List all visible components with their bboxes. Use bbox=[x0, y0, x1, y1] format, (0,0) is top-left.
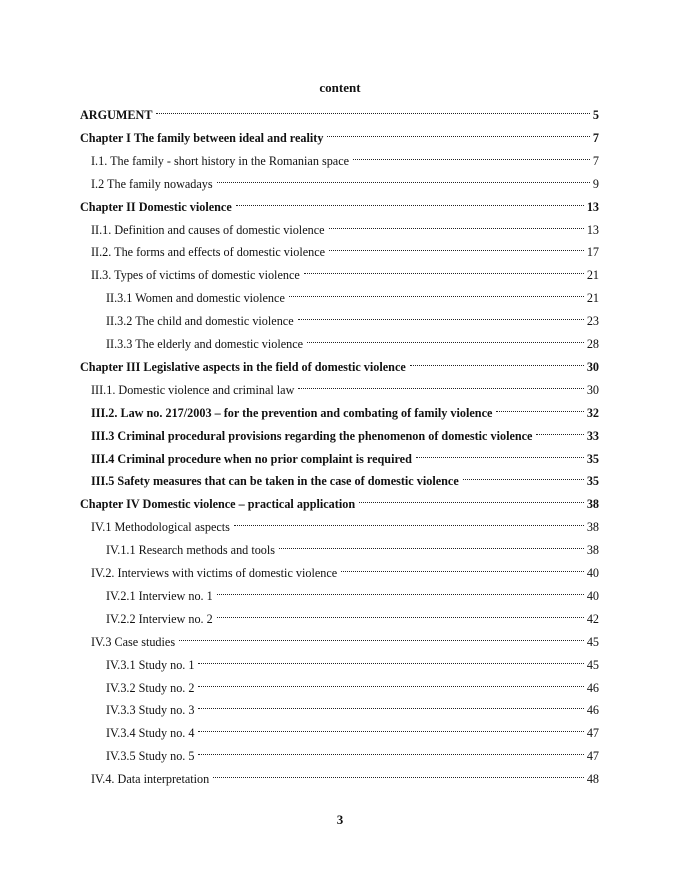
toc-entry bbox=[91, 168, 599, 191]
toc-entry-page: 38 bbox=[586, 543, 599, 558]
toc-entry bbox=[106, 305, 599, 329]
toc-entry-page: 46 bbox=[586, 703, 599, 718]
toc-dot-leader bbox=[341, 557, 584, 577]
toc-entry-page: 48 bbox=[586, 772, 599, 787]
toc-entry-page: 17 bbox=[586, 245, 599, 260]
toc-dot-leader bbox=[236, 191, 584, 211]
toc-entry-title: IV.3.4 Study no. 4 bbox=[106, 726, 195, 741]
toc-entry bbox=[91, 557, 599, 580]
toc-entry-title: II.3.2 The child and domestic violence bbox=[106, 314, 294, 329]
toc-entry bbox=[106, 740, 599, 764]
toc-entry-title: Chapter I The family between ideal and reality bbox=[80, 130, 324, 145]
toc-entry bbox=[91, 420, 599, 443]
toc-entry-title: I.1. The family - short history in the Romanian space bbox=[91, 153, 350, 168]
toc-entry-page: 30 bbox=[586, 359, 599, 374]
toc-dot-leader bbox=[298, 374, 583, 394]
toc-dot-leader bbox=[198, 717, 583, 737]
toc-entry-title: Chapter III Legislative aspects in the field of domestic violence bbox=[80, 359, 406, 374]
toc-entry bbox=[80, 122, 599, 145]
toc-entry-title: II.3.1 Women and domestic violence bbox=[106, 291, 285, 306]
toc-dot-leader bbox=[359, 488, 584, 508]
toc-entry-page: 23 bbox=[586, 314, 599, 329]
toc-entry-page: 21 bbox=[586, 291, 599, 306]
toc-entry-title: IV.3.3 Study no. 3 bbox=[106, 703, 195, 718]
toc-entry bbox=[106, 649, 599, 672]
toc-entry-title: IV.3 Case studies bbox=[91, 634, 176, 649]
toc-entry bbox=[106, 717, 599, 741]
toc-entry bbox=[106, 603, 599, 626]
toc-entry-title: IV.3.1 Study no. 1 bbox=[106, 657, 195, 672]
toc-dot-leader bbox=[198, 740, 583, 760]
toc-entry-page: 45 bbox=[586, 657, 599, 672]
toc-dot-leader bbox=[217, 168, 590, 188]
toc-entry-page: 30 bbox=[586, 382, 599, 397]
toc-entry bbox=[106, 534, 599, 558]
toc-entry-page: 21 bbox=[586, 268, 599, 283]
toc-entry-page: 32 bbox=[586, 405, 599, 420]
toc-entry-title: IV.1 Methodological aspects bbox=[91, 520, 230, 535]
toc-entry-title: ARGUMENT bbox=[80, 108, 153, 122]
toc-dot-leader bbox=[234, 511, 584, 531]
toc-entry-title: II.3.3 The elderly and domestic violence bbox=[106, 337, 304, 351]
toc-dot-leader bbox=[289, 282, 584, 302]
toc-entry-page: 47 bbox=[586, 726, 599, 741]
toc-entry-page: 33 bbox=[586, 428, 599, 443]
toc-dot-leader bbox=[156, 99, 589, 119]
toc-entry bbox=[91, 443, 599, 466]
toc-entry bbox=[91, 259, 599, 283]
toc-entry-page: 42 bbox=[586, 611, 599, 626]
toc-entry-page: 7 bbox=[592, 153, 599, 168]
toc-entry-page: 7 bbox=[592, 130, 599, 145]
toc-dot-leader bbox=[304, 259, 584, 279]
toc-entry-page: 28 bbox=[586, 337, 599, 351]
toc-dot-leader bbox=[279, 534, 584, 554]
toc-entry-title: IV.2. Interviews with victims of domestic violence bbox=[91, 566, 338, 580]
toc-entry-page: 47 bbox=[586, 749, 599, 764]
toc-entry bbox=[106, 672, 599, 695]
toc-entry-page: 45 bbox=[586, 634, 599, 649]
toc-entry-page: 9 bbox=[592, 176, 599, 191]
toc-entry-title: IV.3.5 Study no. 5 bbox=[106, 749, 195, 764]
toc-entry-title: IV.3.2 Study no. 2 bbox=[106, 680, 195, 695]
toc-dot-leader bbox=[353, 145, 590, 165]
toc-entry bbox=[106, 694, 599, 718]
toc-entry-title: III.4 Criminal procedure when no prior complaint is required bbox=[91, 451, 412, 466]
toc-dot-leader bbox=[213, 763, 584, 783]
toc-entry bbox=[106, 282, 599, 306]
toc-dot-leader bbox=[327, 122, 589, 142]
toc-entry bbox=[106, 328, 599, 351]
toc-entry-title: III.5 Safety measures that can be taken in the case of domestic violence bbox=[91, 474, 459, 489]
toc-dot-leader bbox=[198, 672, 583, 692]
toc-entry bbox=[106, 580, 599, 603]
toc-entry bbox=[91, 397, 599, 420]
toc-entry bbox=[80, 191, 599, 214]
toc-entry bbox=[91, 511, 599, 535]
toc-entry bbox=[91, 374, 599, 397]
toc-entry-title: Chapter IV Domestic violence – practical application bbox=[80, 497, 356, 512]
toc-entry-page: 35 bbox=[586, 474, 599, 489]
toc-dot-leader bbox=[463, 465, 584, 485]
toc-entry-title: I.2 The family nowadays bbox=[91, 176, 213, 191]
toc-dot-leader bbox=[410, 351, 584, 371]
toc-dot-leader bbox=[329, 214, 584, 234]
page-title: content bbox=[319, 80, 361, 95]
toc-dot-leader bbox=[496, 397, 583, 417]
toc-entry-page: 38 bbox=[586, 520, 599, 535]
toc-entry bbox=[91, 763, 599, 787]
toc-entry bbox=[91, 236, 599, 260]
toc-dot-leader bbox=[198, 694, 583, 714]
toc-entry-title: Chapter II Domestic violence bbox=[80, 199, 232, 214]
toc-entry-page: 38 bbox=[586, 497, 599, 512]
toc-dot-leader bbox=[329, 236, 584, 256]
toc-entry bbox=[80, 351, 599, 374]
toc-dot-leader bbox=[217, 580, 584, 600]
toc-entry bbox=[80, 488, 599, 512]
toc-entry-page: 35 bbox=[586, 451, 599, 466]
toc-entry-title: IV.4. Data interpretation bbox=[91, 772, 210, 787]
toc-dot-leader bbox=[217, 603, 584, 623]
toc-entry bbox=[91, 626, 599, 649]
toc-entry-page: 40 bbox=[586, 588, 599, 603]
toc-entry-title: III.1. Domestic violence and criminal law bbox=[91, 382, 295, 397]
toc-entry-title: III.3 Criminal procedural provisions regarding the phenomenon of domestic violence bbox=[91, 428, 533, 443]
toc-entry bbox=[91, 214, 599, 237]
toc-dot-leader bbox=[298, 305, 584, 325]
toc-entry-page: 40 bbox=[586, 566, 599, 580]
toc-entry-title: IV.2.2 Interview no. 2 bbox=[106, 611, 213, 626]
toc-entry bbox=[91, 145, 599, 168]
toc-entry-title: IV.2.1 Interview no. 1 bbox=[106, 588, 213, 603]
toc-entry-title: II.2. The forms and effects of domestic violence bbox=[91, 245, 326, 260]
page-number: 3 bbox=[336, 812, 344, 827]
toc-dot-leader bbox=[198, 649, 583, 669]
toc-entry-page: 46 bbox=[586, 680, 599, 695]
toc-dot-leader bbox=[307, 328, 584, 348]
toc-entry-title: II.3. Types of victims of domestic violence bbox=[91, 268, 300, 283]
toc-dot-leader bbox=[179, 626, 584, 646]
toc-entry-title: IV.1.1 Research methods and tools bbox=[106, 543, 276, 558]
toc-entry bbox=[91, 465, 599, 489]
toc-entry-page: 13 bbox=[586, 199, 599, 214]
toc-entry-page: 5 bbox=[592, 108, 599, 122]
toc-entry-page: 13 bbox=[586, 222, 599, 237]
toc-entry-title: II.1. Definition and causes of domestic violence bbox=[91, 222, 325, 237]
toc-dot-leader bbox=[416, 443, 584, 463]
toc-entry-title: III.2. Law no. 217/2003 – for the prevention and combating of family violence bbox=[91, 405, 493, 420]
toc-dot-leader bbox=[536, 420, 583, 440]
toc-entry bbox=[80, 99, 599, 122]
